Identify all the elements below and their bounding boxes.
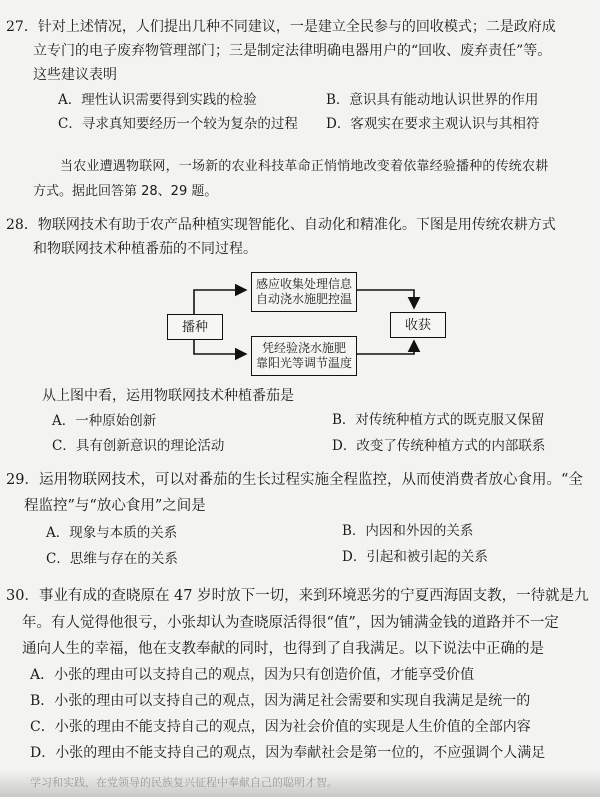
q28-stem-line2: 和物联网技术种植番茄的不同过程。 — [33, 241, 257, 257]
q27-option-a: A．理性认识需要得到实践的检验 — [58, 92, 257, 108]
footer-fragment: 学习和实践，在党领导的民族复兴征程中奉献自己的聪明才智。 — [30, 776, 338, 789]
q29-option-d: D．引起和被引起的关系 — [342, 549, 488, 565]
diagram-box-traditional — [251, 336, 357, 376]
q28-option-c: C．具有创新意识的理论活动 — [52, 438, 225, 454]
q27-option-c: C．寻求真知要经历一个较为复杂的过程 — [58, 116, 298, 132]
diagram-box-traditional-line1: 凭经验浇水施肥 — [261, 341, 346, 355]
q28-question: 从上图中看，运用物联网技术种植番茄是 — [42, 388, 294, 404]
diagram-box-seeding — [167, 314, 223, 340]
diagram-box-iot-line2: 自动浇水施肥控温 — [255, 292, 352, 306]
q28-option-a: A．一种原始创新 — [52, 413, 157, 429]
q30-stem-line2: 年。有人觉得他很亏，小张却认为查晓原活得很“值”，因为铺满金钱的道路并不一定 — [22, 615, 559, 631]
q28-option-d: D．改变了传统种植方式的内部联系 — [332, 438, 546, 454]
diagram-box-harvest-label: 收获 — [404, 317, 431, 333]
diagram-box-iot — [251, 272, 357, 312]
q30-option-c: C．小张的理由不能支持自己的观点，因为社会价值的实现是人生价值的全部内容 — [30, 719, 531, 735]
q27-option-b: B．意识具有能动地认识世界的作用 — [326, 92, 539, 108]
diagram-box-traditional-line2: 靠阳光等调节温度 — [255, 356, 352, 370]
q30-option-d: D．小张的理由不能支持自己的观点，因为奉献社会是第一位的，不应强调个人满足 — [30, 745, 546, 761]
q27-option-d: D．客观实在要求主观认识与其相符 — [326, 116, 540, 132]
q27-stem-line2: 立专门的电子废弃物管理部门；三是制定法律明确电器用户的“回收、废弃责任”等。 — [33, 43, 552, 59]
q30-stem-line3: 通向人生的幸福，他在支教奉献的同时，也得到了自我满足。以下说法中正确的是 — [22, 641, 544, 657]
q29-option-b: B．内因和外因的关系 — [342, 523, 474, 539]
q29-option-c: C．思维与存在的关系 — [46, 551, 178, 567]
passage-line2: 方式。据此回答第 28、29 题。 — [33, 184, 218, 199]
q29-stem-line1: 29．运用物联网技术，可以对番茄的生长过程实施全程监控，从而使消费者放心食用。“全 — [6, 472, 583, 488]
passage-line1: 当农业遭遇物联网，一场新的农业科技革命正悄悄地改变着依靠经验播种的传统农耕 — [60, 159, 549, 174]
diagram-box-harvest — [390, 312, 446, 338]
q29-stem-line2: 程监控”与“放心食用”之间是 — [24, 498, 206, 514]
q27-stem-line1: 27．针对上述情况，人们提出几种不同建议，一是建立全民参与的回收模式；二是政府成 — [6, 19, 556, 35]
q28-option-b: B．对传统种植方式的既克服又保留 — [332, 412, 545, 428]
q30-stem-line1: 30．事业有成的查晓原在 47 岁时放下一切，来到环境恶劣的宁夏西海固支教，一待就是九 — [6, 588, 589, 604]
q29-option-a: A．现象与本质的关系 — [46, 525, 178, 541]
q30-option-b: B．小张的理由可以支持自己的观点，因为满足社会需要和实现自我满足是统一的 — [30, 693, 531, 709]
diagram-box-iot-line1: 感应收集处理信息 — [255, 277, 352, 291]
q30-option-a: A．小张的理由可以支持自己的观点，因为只有创造价值，才能享受价值 — [30, 667, 475, 683]
diagram-box-seeding-label: 播种 — [181, 319, 208, 335]
q27-stem-line3: 这些建议表明 — [33, 67, 117, 83]
q28-stem-line1: 28．物联网技术有助于农产品种植实现智能化、自动化和精准化。下图是用传统农耕方式 — [6, 217, 556, 233]
